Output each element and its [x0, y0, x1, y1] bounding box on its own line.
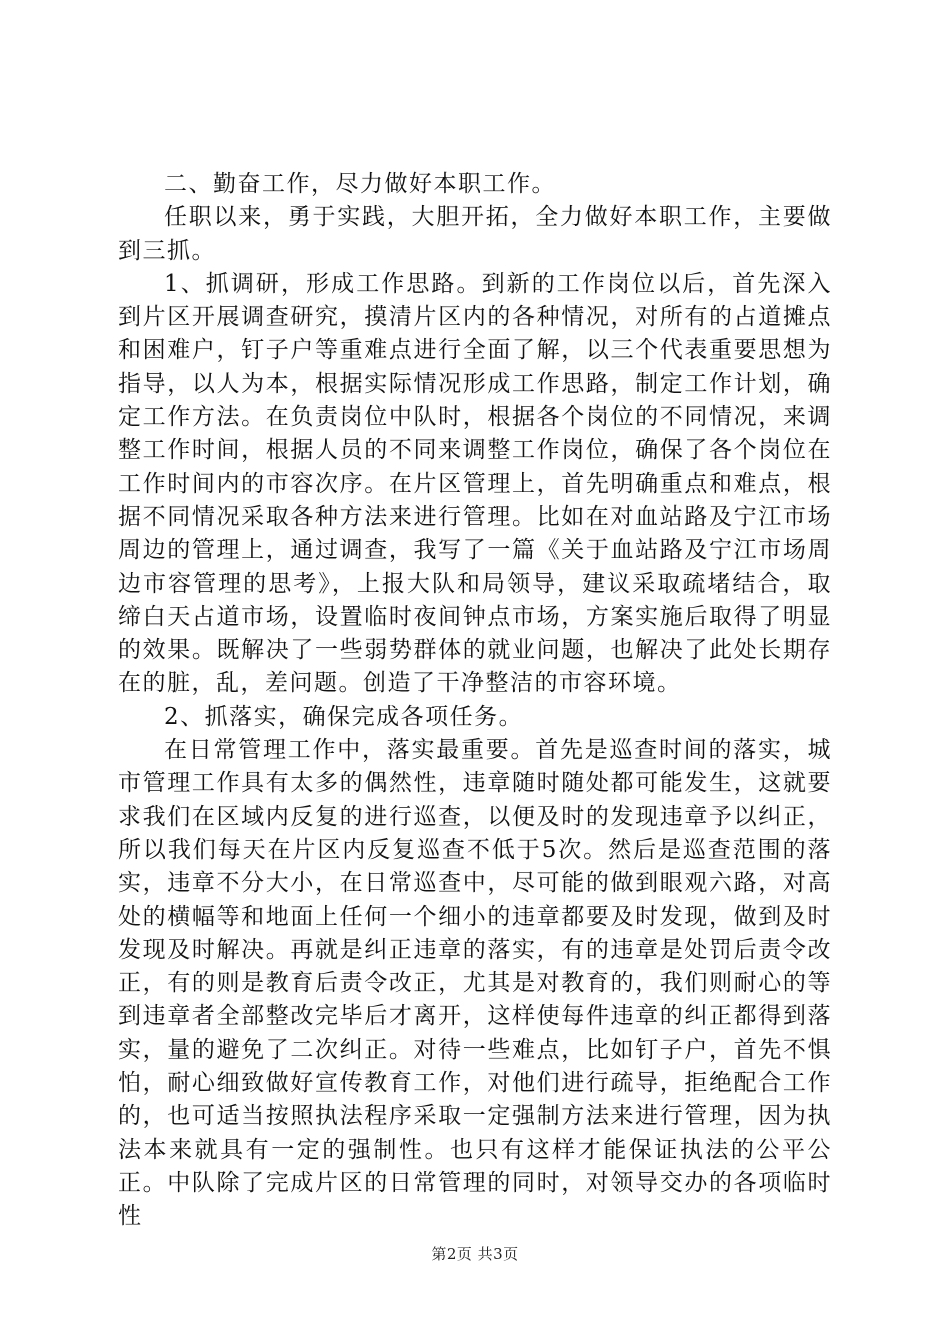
paragraph-subheading-implementation: 2、抓落实，确保完成各项任务。	[164, 703, 524, 730]
section-heading: 二、勤奋工作，尽力做好本职工作。	[164, 171, 556, 197]
page-footer: 第2页 共3页	[431, 1245, 519, 1263]
paragraph-research: 1、抓调研，形成工作思路。到新的工作岗位以后，首先深入到片区开展调查研究，摸清片区内的各种情况，对所有的占道摊点和困难户，钉子户等重难点进行全面了解，以三个代表重要思想为指导，以人为本，根据实际情况形成工作思路，制定工作计划，确定工作方法。在负责岗位中队时，根据各个岗位的不同情况，来调整工作时间，根据人员的不同来调整工作岗位，确保了各个岗位在工作时间内的市容次序。在片区管理上，首先明确重点和难点，根据不同情况采取各种方法来进行管理。比如在对血站路及宁江市场周边的管理上，通过调查，我写了一篇《关于血站路及宁江市场周边市容管理的思考》，上报大队和局领导，建议采取疏堵结合，取缔白天占道市场，设置临时夜间钟点市场，方案实施后取得了明显的效果。既解决了一些弱势群体的就业问题，也解决了此处长期存在的脏，乱，差问题。创造了干净整洁的市容环境。	[118, 270, 832, 697]
paragraph-implementation: 在日常管理工作中，落实最重要。首先是巡查时间的落实，城市管理工作具有太多的偶然性，违章随时随处都可能发生，这就要求我们在区域内反复的进行巡查，以便及时的发现违章予以纠正，所以我们每天在片区内反复巡查不低于5次。然后是巡查范围的落实，违章不分大小，在日常巡查中，尽可能的做到眼观六路，对高处的横幅等和地面上任何一个细小的违章都要及时发现，做到及时发现及时解决。再就是纠正违章的落实，有的违章是处罚后责令改正，有的则是教育后责令改正，尤其是对教育的，我们则耐心的等到违章者全部整改完毕后才离开，这样使每件违章的纠正都得到落实，量的避免了二次纠正。对待一些难点，比如钉子户，首先不惧怕，耐心细致做好宣传教育工作，对他们进行疏导，拒绝配合工作的，也可适当按照执法程序采取一定强制方法来进行管理，因为执法本来就具有一定的强制性。也只有这样才能保证执法的公平公正。中队除了完成片区的日常管理的同时，对领导交办的各项临时性	[118, 737, 832, 1230]
document-body	[118, 168, 832, 1234]
paragraph-intro: 任职以来，勇于实践，大胆开拓，全力做好本职工作，主要做到三抓。	[118, 204, 832, 264]
